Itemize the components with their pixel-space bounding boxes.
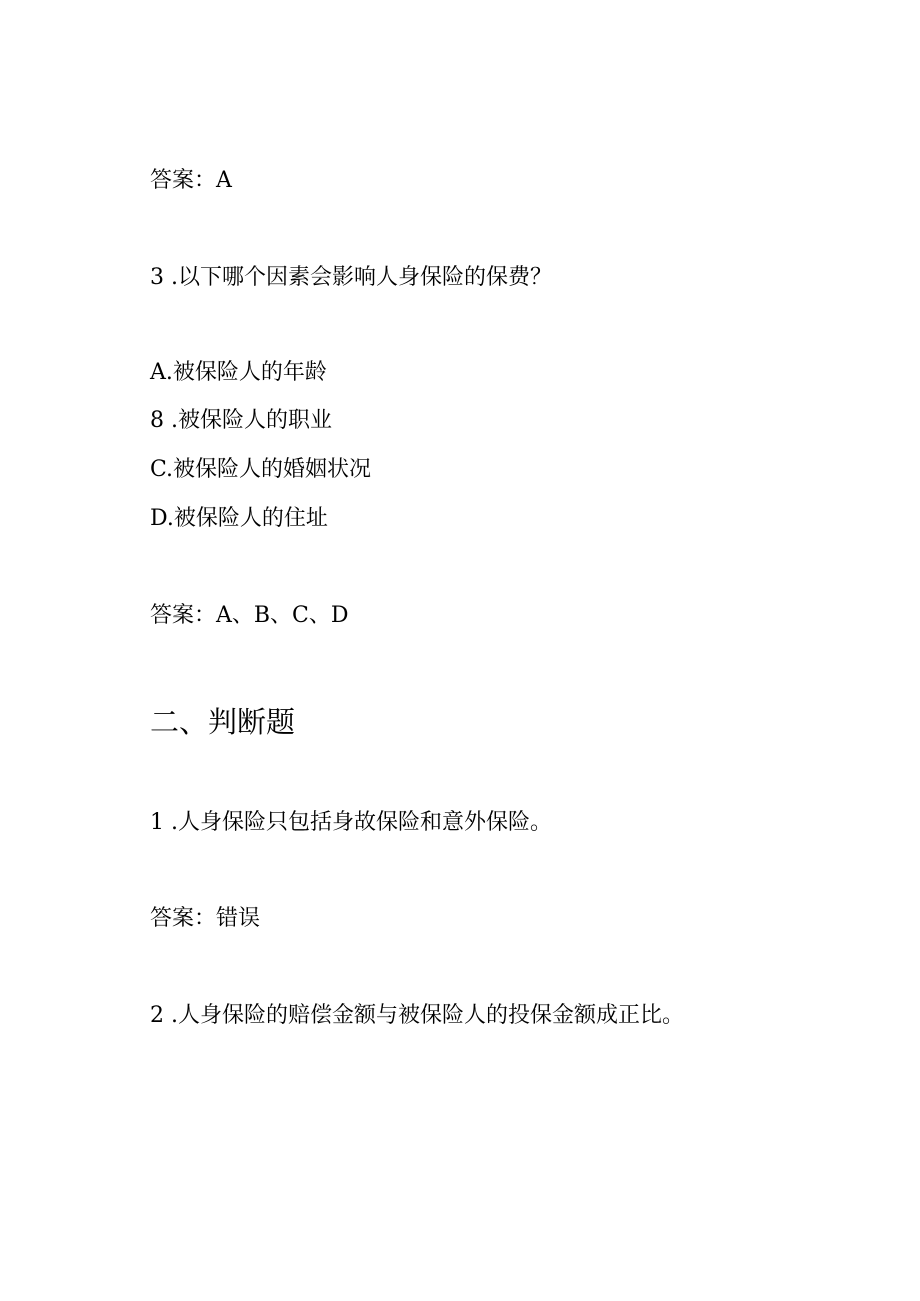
option-b: 8 .被保险人的职业 xyxy=(150,408,332,433)
answer-line-judgment-1: 答案：错误 xyxy=(150,906,261,931)
judgment-question-1: 1 .人身保险只包括身故保险和意外保险。 xyxy=(150,810,552,835)
section-heading: 二、判断题 xyxy=(150,705,296,739)
judgment-question-2: 2 .人身保险的赔偿金额与被保险人的投保金额成正比。 xyxy=(150,1003,684,1028)
answer-line-q2: 答案：A xyxy=(150,168,232,193)
answer-line-q3: 答案：A、B、C、D xyxy=(150,603,349,628)
option-a: A.被保险人的年龄 xyxy=(150,360,327,385)
question-q3: 3 .以下哪个因素会影响人身保险的保费？ xyxy=(150,265,552,290)
option-c: C.被保险人的婚姻状况 xyxy=(150,457,372,482)
option-d: D.被保险人的住址 xyxy=(150,506,328,531)
